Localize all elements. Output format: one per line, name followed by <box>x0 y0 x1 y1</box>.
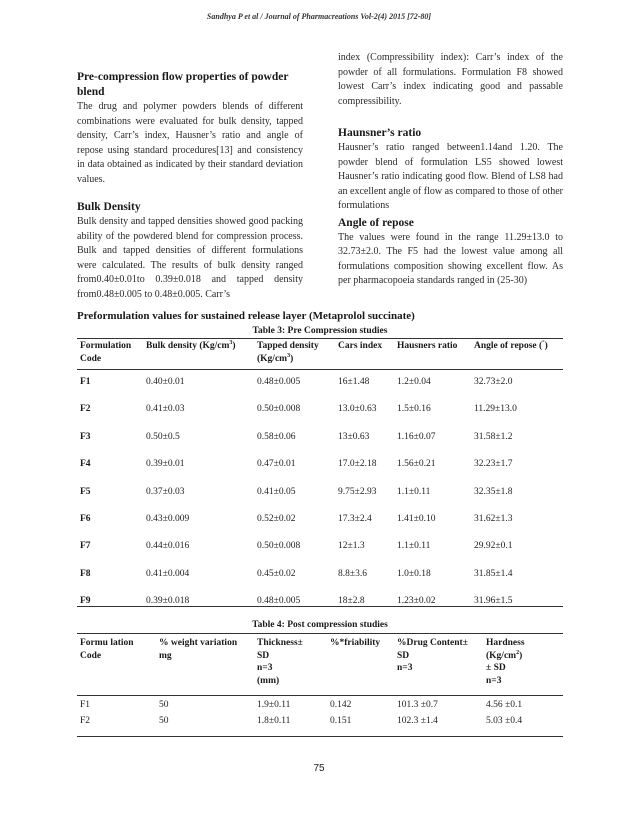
table3-bottom-rule <box>77 606 563 607</box>
table3-cell: F1 <box>80 377 91 387</box>
table3-cell: 0.41±0.004 <box>146 568 190 579</box>
table3-cell: 1.0±0.18 <box>397 568 431 579</box>
table3-header-rule <box>77 369 563 370</box>
table3-cell: 0.39±0.01 <box>146 459 185 470</box>
table3-header-tapped-density: Tapped density $(Kg/cm^3)$ <box>257 341 319 364</box>
table4-cell: 5.03 ±0.4 <box>486 716 523 726</box>
table3-cell: 31.58±1.2 <box>474 431 513 442</box>
table3-cell: 32.73±2.0 <box>474 377 513 387</box>
table3-cell: 31.85±1.4 <box>474 568 513 579</box>
section-title: Preformulation values for sustained release layer (Metaprolol succinate) <box>77 310 415 322</box>
table3-cell: 0.52±0.02 <box>257 514 296 524</box>
table3-cell: 0.37±0.03 <box>146 486 185 497</box>
table3-cell: 29.92±0.1 <box>474 541 513 552</box>
table3-top-rule <box>77 338 563 339</box>
table3-cell: 31.62±1.3 <box>474 514 513 524</box>
table3-cell: F6 <box>80 514 91 524</box>
table3-cell: F4 <box>80 459 91 470</box>
table4-cell: 102.3 ±1.4 <box>397 716 438 726</box>
table4-header-weight-variation: % weight variation mg <box>159 638 238 661</box>
table3-cell: 8.8±3.6 <box>338 568 367 579</box>
table3-cell: 32.23±1.7 <box>474 459 513 470</box>
table3-cell: 1.1±0.11 <box>397 541 431 552</box>
table4-header-friability: %*friability <box>330 638 381 648</box>
table3-cell: F5 <box>80 486 91 497</box>
table3-cell: 0.41±0.03 <box>146 404 185 415</box>
table3-caption: Table 3: Pre Compression studies <box>252 326 388 336</box>
heading-hausner-ratio: Haunsner’s ratio <box>338 127 422 139</box>
table3-cell: 0.58±0.06 <box>257 431 296 442</box>
table3-cell: 32.35±1.8 <box>474 486 513 497</box>
table3-header-code: Formulation Code <box>80 341 132 364</box>
table3-cell: 0.50±0.008 <box>257 404 301 415</box>
table4-cell: 1.8±0.11 <box>257 716 291 726</box>
table3-cell: 16±1.48 <box>338 377 370 387</box>
table3-cell: 0.44±0.016 <box>146 541 190 552</box>
table3-cell: 11.29±13.0 <box>474 404 517 415</box>
table3-cell: 0.50±0.5 <box>146 431 180 442</box>
table4-cell: F1 <box>80 700 91 710</box>
table3-cell: 1.56±0.21 <box>397 459 436 470</box>
paragraph-bulk-density: Bulk density and tapped densities showed good packing ability of the powdered blend for compression process. Bulk and tapped densities of different formulations were calculated. The results of bulk density ranged from0.40±0.01to 0.39±0.018 and tapped density from0.48±0.005 to 0.48±0.005. Carr’s <box>77 216 303 300</box>
table3-header-cars-index: Cars index <box>338 341 383 351</box>
right-column <box>338 51 563 289</box>
table3-cell: 0.48±0.005 <box>257 377 301 387</box>
table3-cell: F9 <box>80 596 91 607</box>
table4-cell: 50 <box>159 700 169 710</box>
heading-precompression: Pre-compression flow properties of powder blend <box>77 71 289 98</box>
table4-cell: 101.3 ±0.7 <box>397 700 438 710</box>
table4-top-rule <box>77 633 563 634</box>
table3-cell: F7 <box>80 541 91 552</box>
heading-angle-of-repose: Angle of repose <box>338 216 414 229</box>
table4-bottom-rule <box>77 736 563 737</box>
table3-cell: 13±0.63 <box>338 431 370 442</box>
table3-cell: 0.48±0.005 <box>257 596 301 607</box>
table4-header-thickness: Thickness± SD n=3 (mm) <box>257 638 303 686</box>
table3-cell: 17.3±2.4 <box>338 514 372 524</box>
table3-cell: 0.40±0.01 <box>146 377 185 387</box>
table3-cell: F8 <box>80 568 91 579</box>
heading-bulk-density: Bulk Density <box>77 201 141 213</box>
paragraph-precompression: The drug and polymer powders blends of different combinations were evaluated for bulk density, tapped density, Carr’s index, Hausner’s ratio and angle of repose using standard procedures[13] and consistency in data obtained as indicated by their standard deviation values. <box>77 101 303 185</box>
table3-header-bulk-density: Bulk density $(Kg/cm^3)$ <box>146 339 236 351</box>
table4-header-hardness: Hardness $(Kg/cm^2)$ ± SD n=3 <box>486 638 525 686</box>
table3-cell: 18±2.8 <box>338 596 365 607</box>
table3-cell: 0.43±0.009 <box>146 514 190 524</box>
table4-cell: F2 <box>80 716 91 726</box>
table4-header-code: Formu lation Code <box>80 638 134 661</box>
table3-cell: 0.41±0.05 <box>257 486 296 497</box>
table3-cell: 0.45±0.02 <box>257 568 296 579</box>
table4-header-drug-content: %Drug Content± SD n=3 <box>397 638 468 673</box>
table3-cell: 1.16±0.07 <box>397 431 436 442</box>
table4-cell: 4.56 ±0.1 <box>486 700 523 710</box>
table3-cell: 1.2±0.04 <box>397 377 431 387</box>
table3-header-angle-of-repose: Angle of repose (°) <box>474 339 548 351</box>
table4-cell: 1.9±0.11 <box>257 700 291 710</box>
table4-caption: Table 4: Post compression studies <box>252 620 388 630</box>
table4-cell: 50 <box>159 716 169 726</box>
table3-cell: F2 <box>80 404 91 415</box>
table3-cell: 12±1.3 <box>338 541 365 552</box>
paragraph-carr-index: index (Compressibility index): Carr’s index of the powder of all formulations. Formulation F8 showed lowest Carr’s index indicating good and passable compressibility. <box>338 52 563 107</box>
table3-cell: 0.47±0.01 <box>257 459 296 470</box>
table3-cell: 1.23±0.02 <box>397 596 436 607</box>
left-column <box>77 70 303 302</box>
table3-cell: 0.39±0.018 <box>146 596 190 607</box>
table3-cell: 31.96±1.5 <box>474 596 513 607</box>
table4-header-rule <box>77 695 563 696</box>
page-number: 75 <box>313 763 325 774</box>
table3-cell: 1.1±0.11 <box>397 486 431 497</box>
running-head: Sandhya P et al / Journal of Pharmacreations Vol-2(4) 2015 [72-80] <box>206 12 432 21</box>
paragraph-angle-of-repose: The values were found in the range 11.29±13.0 to 32.73±2.0. The F5 had the lowest value among all formulations composition showing excellent flow. As per pharmacopoeia standards ranged in (25-30) <box>338 231 563 286</box>
table3-cell: 17.0±2.18 <box>338 459 377 470</box>
paragraph-hausner-ratio: Hausner’s ratio ranged between1.14and 1.20. The powder blend of formulation LS5 showed lowest Hausner’s ratio indicating good flow. Blend of LS8 had an excellent angle of flow as compared to those of other formulations <box>338 142 563 211</box>
table4-cell: 0.151 <box>330 716 352 726</box>
table3-header-hausners-ratio: Hausners ratio <box>397 341 458 351</box>
table3-cell: 9.75±2.93 <box>338 486 377 497</box>
table4-cell: 0.142 <box>330 700 352 710</box>
table3-cell: F3 <box>80 431 91 442</box>
table3-cell: 13.0±0.63 <box>338 404 377 415</box>
table3-cell: 1.41±0.10 <box>397 514 436 524</box>
table3-cell: 1.5±0.16 <box>397 404 431 415</box>
table3-cell: 0.50±0.008 <box>257 541 301 552</box>
